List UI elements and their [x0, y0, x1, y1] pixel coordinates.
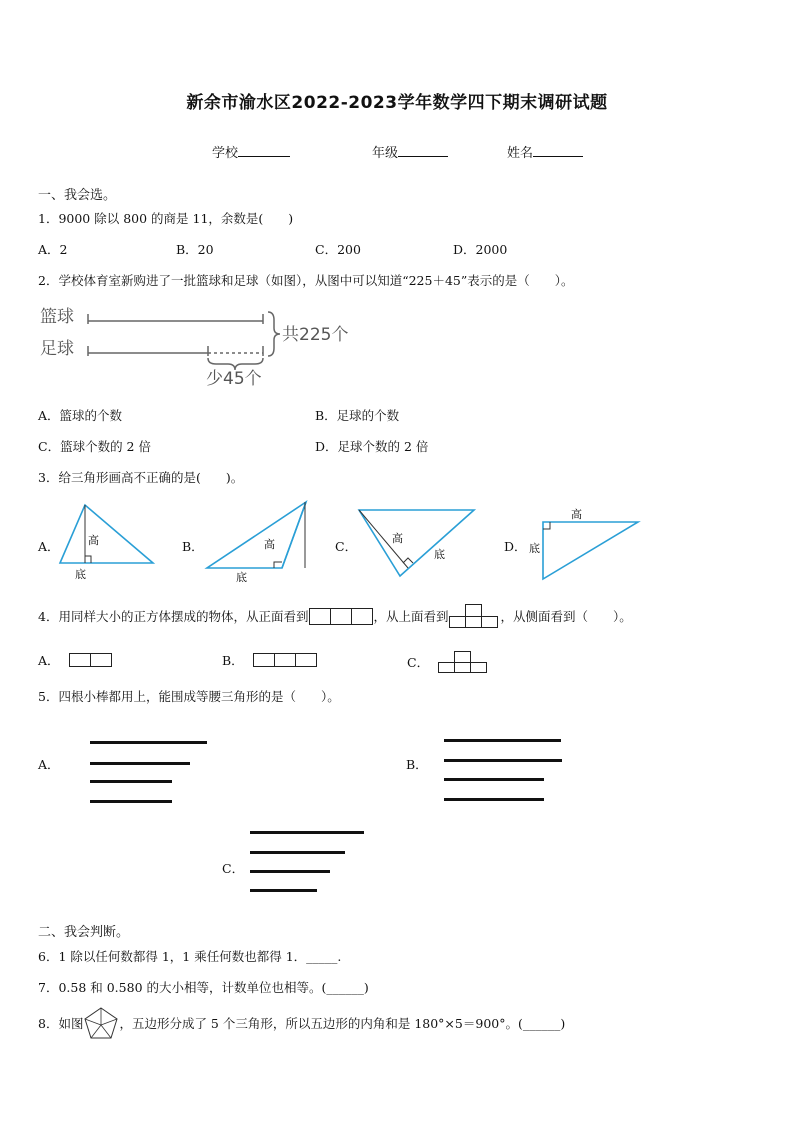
q4-option-a[interactable] — [38, 651, 112, 669]
q4-top-view — [450, 604, 500, 628]
q5-b-stick-3 — [444, 778, 544, 781]
tri-a-height-label: 高 — [88, 534, 99, 547]
grade-label: 年级 — [372, 146, 399, 161]
tri-b-height-label: 高 — [264, 538, 275, 551]
question-7: 7．0.58 和 0.580 的大小相等，计数单位也相等。(______) — [38, 980, 369, 995]
football-label: 足球 — [40, 339, 74, 359]
q4-option-b[interactable] — [222, 651, 317, 669]
q4-text-front: 4．用同样大小的正方体摆成的物体，从正面看到 — [38, 609, 309, 624]
q3-option-c[interactable]: C． — [335, 539, 358, 554]
q4-option-a-label: A． — [38, 653, 60, 668]
section-one-heading: 一、我会选。 — [38, 188, 117, 203]
q5-c-stick-2 — [250, 851, 345, 854]
q5-c-stick-3 — [250, 870, 330, 873]
tri-d-base-label: 底 — [529, 542, 540, 555]
q5-b-stick-2 — [444, 759, 562, 762]
question-4 — [38, 604, 632, 628]
q3-triangle-c — [356, 506, 481, 581]
q2-option-a[interactable]: A．篮球的个数 — [38, 408, 123, 423]
tri-a-base-label: 底 — [75, 568, 86, 581]
q1-option-d[interactable]: D．2000 — [453, 242, 508, 257]
q3-triangle-a — [55, 500, 160, 585]
q5-c-stick-4 — [250, 889, 317, 892]
school-field[interactable] — [212, 142, 290, 161]
q1-option-c[interactable]: C．200 — [315, 242, 361, 257]
q5-a-stick-1 — [90, 741, 207, 744]
q2-option-b[interactable]: B．足球的个数 — [315, 408, 400, 423]
less-label: 少45个 — [206, 369, 262, 389]
grade-field[interactable] — [372, 142, 448, 161]
q3-triangle-b — [202, 498, 312, 586]
q5-b-stick-1 — [444, 739, 561, 742]
q4-front-view — [310, 608, 373, 625]
q3-option-a[interactable]: A． — [38, 539, 60, 554]
q3-option-d[interactable]: D． — [504, 539, 527, 554]
q5-option-b[interactable]: B． — [406, 757, 428, 772]
q4-option-c-label: C． — [407, 655, 430, 670]
name-field[interactable] — [507, 142, 583, 161]
question-5: 5．四根小棒都用上，能围成等腰三角形的是（ ）。 — [38, 689, 340, 704]
q5-a-stick-2 — [90, 762, 190, 765]
q2-option-d[interactable]: D．足球个数的 2 倍 — [315, 439, 429, 454]
q3-option-b[interactable]: B． — [182, 539, 204, 554]
question-3: 3．给三角形画高不正确的是( )。 — [38, 470, 244, 485]
q3-triangle-d — [528, 504, 643, 584]
q1-option-b[interactable]: B．20 — [176, 242, 214, 257]
q8-text-before: 8．如图 — [38, 1016, 84, 1031]
q5-a-stick-4 — [90, 800, 172, 803]
question-1: 1．9000 除以 800 的商是 11，余数是( ) — [38, 211, 294, 226]
tri-b-base-label: 底 — [236, 571, 247, 584]
q8-text-after: ，五边形分成了 5 个三角形，所以五边形的内角和是 180°×5＝900°。(______) — [119, 1016, 566, 1031]
q5-c-stick-1 — [250, 831, 364, 834]
q5-a-stick-3 — [90, 780, 172, 783]
basketball-label: 篮球 — [40, 307, 74, 327]
tri-c-height-label: 高 — [392, 532, 403, 545]
q5-option-c[interactable]: C． — [222, 861, 245, 876]
total-label: 共225个 — [282, 325, 349, 345]
tri-c-base-label: 底 — [434, 548, 445, 561]
q1-option-a[interactable]: A．2 — [38, 242, 68, 257]
q2-option-c[interactable]: C．篮球个数的 2 倍 — [38, 439, 151, 454]
section-two-heading: 二、我会判断。 — [38, 925, 130, 940]
pentagon-figure — [83, 1006, 119, 1040]
q5-option-a[interactable]: A． — [38, 757, 60, 772]
tri-d-height-label: 高 — [571, 508, 582, 521]
q4-option-b-label: B． — [222, 653, 244, 668]
q4-option-c[interactable] — [407, 651, 489, 673]
q4-text-top: ，从上面看到 — [373, 609, 449, 624]
q2-line-diagram — [38, 300, 368, 390]
q4-text-side: ，从侧面看到（ ）。 — [500, 609, 632, 624]
page-title: 新余市渝水区2022-2023学年数学四下期末调研试题 — [186, 93, 608, 113]
question-8 — [38, 1006, 565, 1040]
name-label: 姓名 — [507, 146, 534, 161]
q5-b-stick-4 — [444, 798, 544, 801]
question-6: 6．1 除以任何数都得 1，1 乘任何数也都得 1．_____. — [38, 949, 342, 964]
school-label: 学校 — [212, 146, 239, 161]
question-2: 2．学校体育室新购进了一批篮球和足球（如图），从图中可以知道“225＋45”表示的是（ ）。 — [38, 273, 574, 288]
